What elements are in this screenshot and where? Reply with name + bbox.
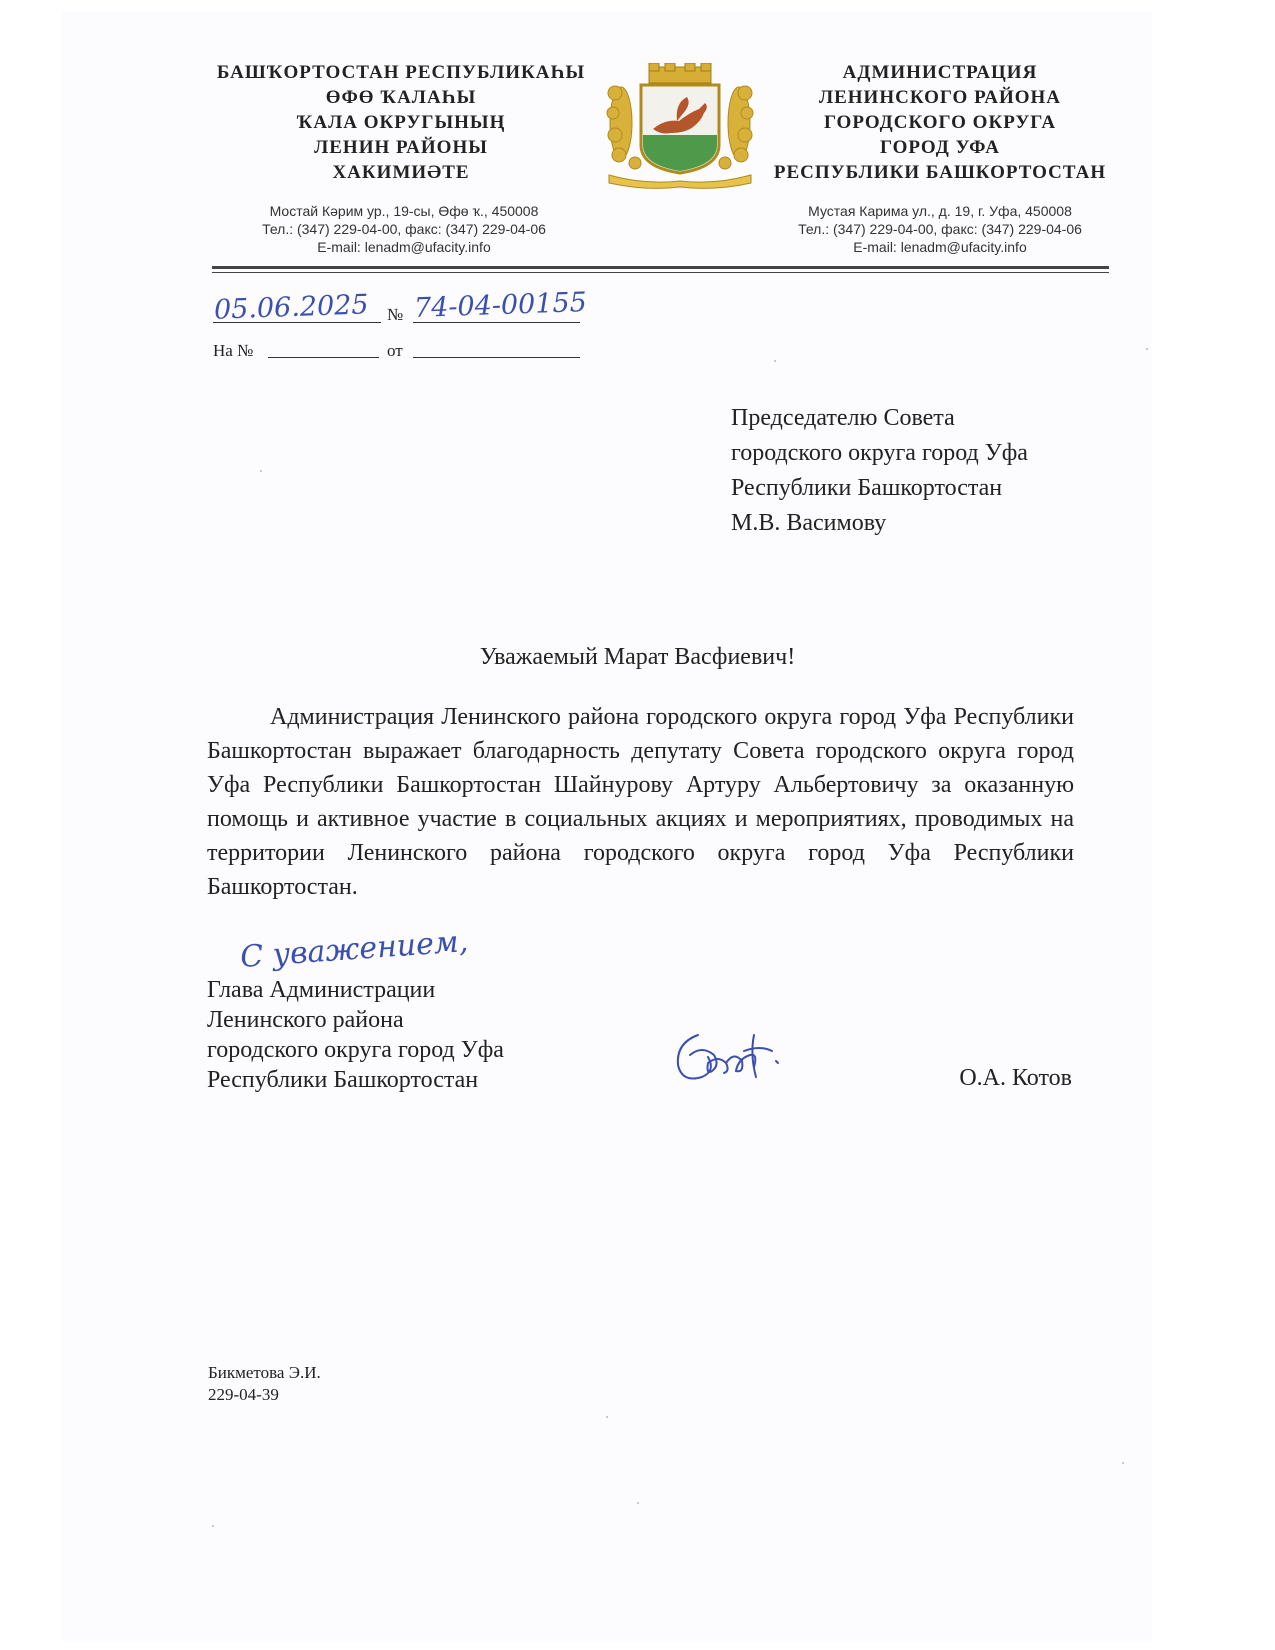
handwritten-date: 05.06.2025 bbox=[213, 289, 370, 326]
scan-speck bbox=[212, 1525, 214, 1527]
recipient-line: Республики Башкортостан bbox=[731, 475, 1003, 501]
header-divider-thin bbox=[212, 272, 1109, 273]
signer-name: О.А. Котов bbox=[959, 1065, 1072, 1091]
header-right bbox=[760, 60, 1120, 185]
number-sign: № bbox=[387, 305, 404, 324]
address-line: E-mail: lenadm@ufacity.info bbox=[317, 239, 491, 255]
header-right-line: ГОРОД УФА bbox=[880, 137, 1000, 158]
header-divider-thick bbox=[212, 266, 1109, 269]
header-right-line: ЛЕНИНСКОГО РАЙОНА bbox=[818, 87, 1062, 108]
address-line: Мустая Карима ул., д. 19, г. Уфа, 450008 bbox=[808, 203, 1072, 219]
header-right-line: РЕСПУБЛИКИ БАШКОРТОСТАН bbox=[773, 162, 1107, 183]
signature-title-line: Ленинского района bbox=[207, 1007, 404, 1033]
address-line: E-mail: lenadm@ufacity.info bbox=[853, 239, 1027, 255]
scan-speck bbox=[637, 1502, 639, 1504]
scan-speck bbox=[260, 470, 262, 472]
header-left-line: БАШҠОРТОСТАН РЕСПУБЛИКАҺЫ bbox=[216, 62, 586, 83]
scan-speck bbox=[1122, 1462, 1124, 1464]
reply-date-underline bbox=[413, 357, 580, 358]
greeting: Уважаемый Марат Васфиевич! bbox=[479, 644, 796, 670]
recipient-line: Председателю Совета bbox=[731, 405, 955, 431]
address-line: Мостай Кәрим ур., 19-сы, Өфө ҡ., 450008 bbox=[269, 203, 539, 219]
reply-number-underline bbox=[268, 357, 379, 358]
executor-phone: 229-04-39 bbox=[208, 1385, 279, 1404]
recipient-line: М.В. Васимову bbox=[731, 510, 887, 536]
recipient-line: городского округа город Уфа bbox=[731, 440, 1028, 466]
executor-block bbox=[208, 1362, 321, 1406]
address-line: Тел.: (347) 229-04-00, факс: (347) 229-04-06 bbox=[262, 221, 546, 237]
reply-from-label: от bbox=[387, 341, 403, 360]
header-left-line: ӨФӨ ҠАЛАҺЫ bbox=[325, 87, 477, 108]
address-right bbox=[760, 202, 1120, 256]
address-line: Тел.: (347) 229-04-00, факс: (347) 229-04-06 bbox=[798, 221, 1082, 237]
letter-body: Администрация Ленинского района городского округа город Уфа Республики Башкортостан выражает благодарность депутату Совета городского округа город Уфа Республики Башкортостан Шайнурову Артуру Альбертовичу за оказанную помощь и активное участие в социальных акциях и мероприятиях, проводимых на территории Ленинского района городского округа город Уфа Республики Башкортостан. bbox=[207, 704, 1074, 900]
header-left-line: ҠАЛА ОКРУГЫНЫҢ bbox=[296, 112, 506, 133]
signature-block bbox=[207, 975, 504, 1095]
signature-title-line: городского округа город Уфа bbox=[207, 1037, 504, 1063]
handwritten-number: 74-04-00155 bbox=[413, 286, 588, 325]
recipient-block bbox=[731, 401, 1028, 541]
signature-title-line: Глава Администрации bbox=[207, 977, 436, 1003]
handwritten-signature bbox=[668, 1015, 788, 1090]
header-right-line: ГОРОДСКОГО ОКРУГА bbox=[823, 112, 1057, 133]
address-left bbox=[216, 202, 592, 256]
executor-name: Бикметова Э.И. bbox=[208, 1363, 321, 1382]
scan-speck bbox=[606, 1416, 608, 1418]
header-right-line: АДМИНИСТРАЦИЯ bbox=[842, 62, 1038, 83]
header-left-line: ХАКИМИӘТЕ bbox=[332, 162, 470, 183]
scan-speck bbox=[1146, 348, 1148, 350]
ufa-coat-of-arms-icon bbox=[605, 63, 755, 191]
handwritten-closing: С уважением, bbox=[239, 924, 470, 975]
scan-speck bbox=[774, 360, 776, 362]
header-left-line: ЛЕНИН РАЙОНЫ bbox=[314, 137, 488, 158]
reply-label: На № bbox=[213, 341, 254, 360]
signature-title-line: Республики Башкортостан bbox=[207, 1067, 479, 1093]
header-left bbox=[186, 60, 616, 185]
